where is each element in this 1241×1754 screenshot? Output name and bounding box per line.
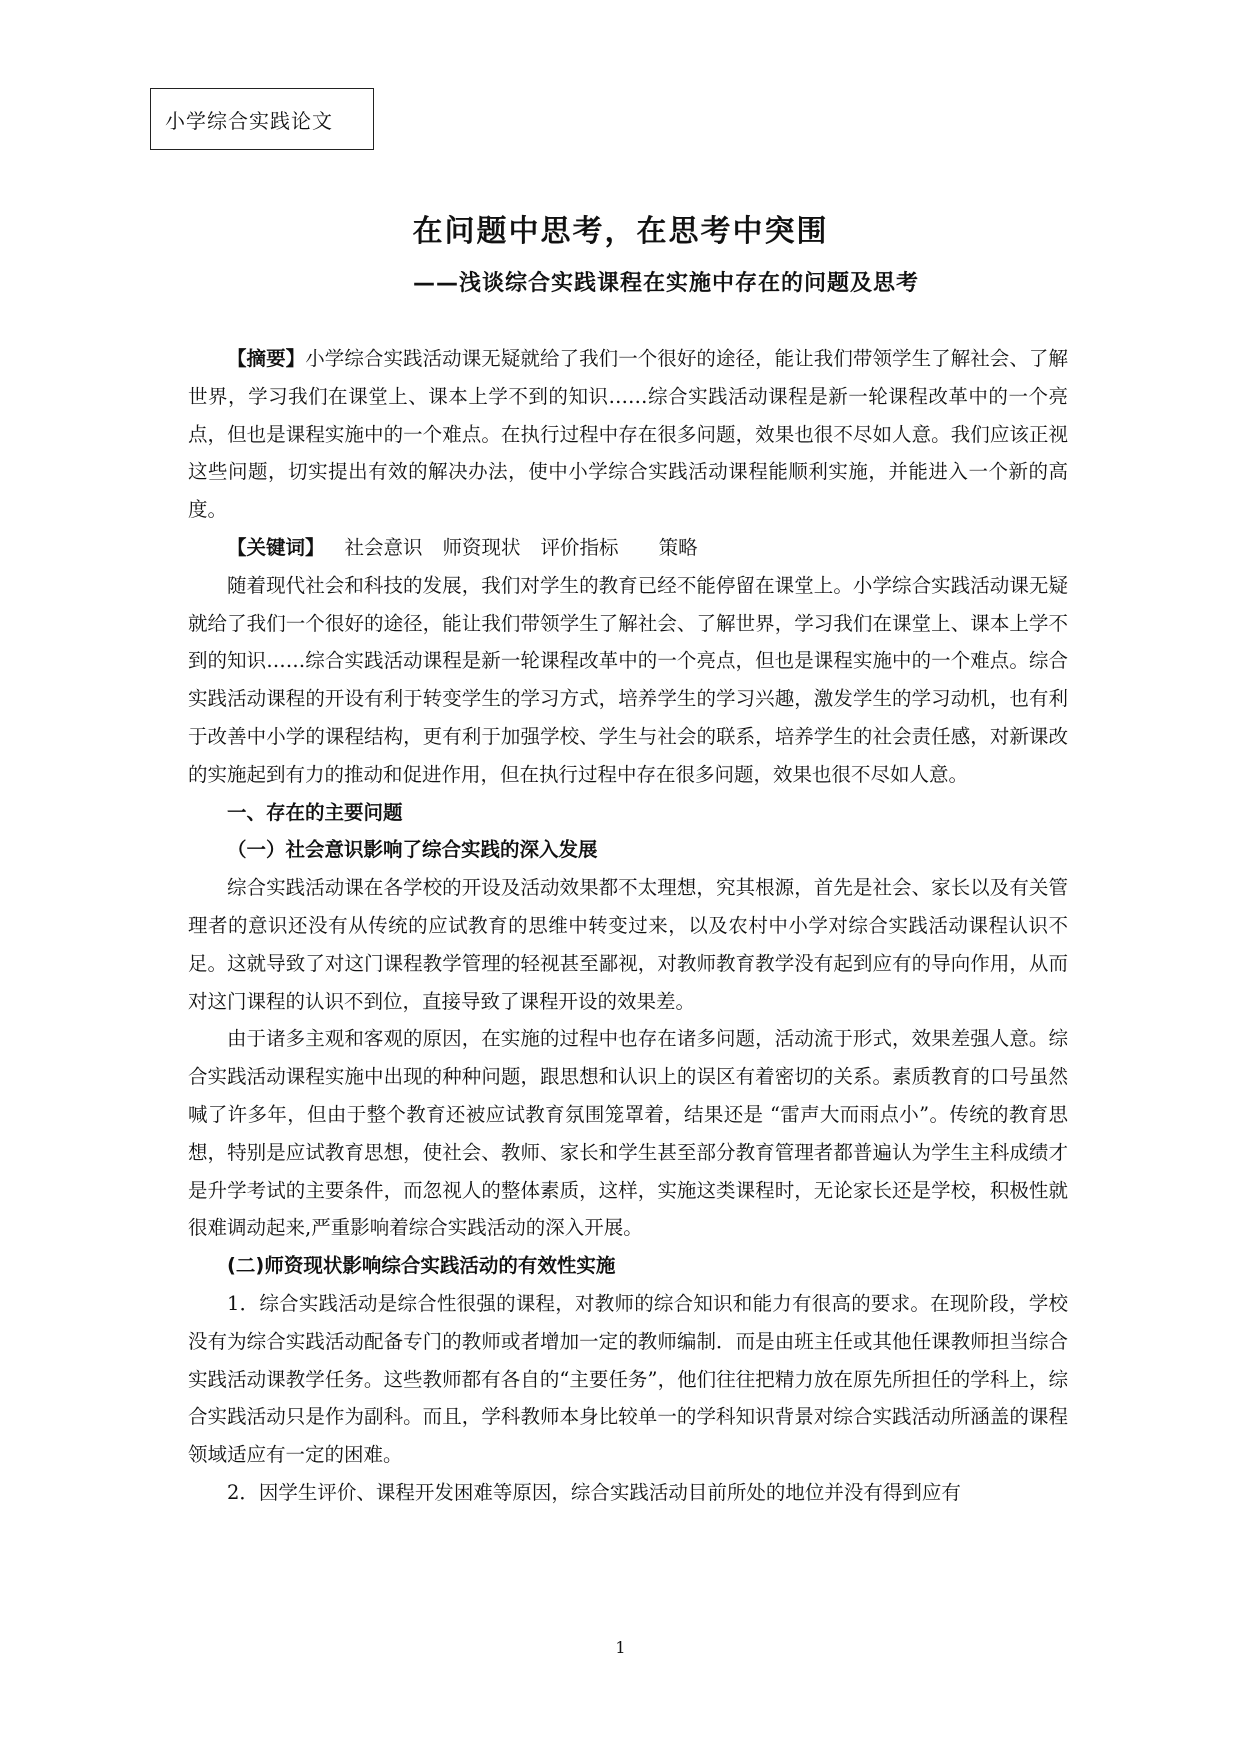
body-paragraph: 综合实践活动课在各学校的开设及活动效果都不太理想，究其根源，首先是社会、家长以及有关管理者的意识还没有从传统的应试教育的思维中转变过来，以及农村中小学对综合实践活动课程认识不足。这就导致了对这门课程教学管理的轻视甚至鄙视，对教师教育教学没有起到应有的导向作用，从而对这门课程的认识不到位，直接导致了课程开设的效果差。 [188,876,1068,1013]
keyword-item: 师资现状 [442,535,521,559]
keyword-item: 策略 [658,535,698,559]
keyword-item: 社会意识 [344,535,423,559]
abstract-text: 小学综合实践活动课无疑就给了我们一个很好的途径，能让我们带领学生了解社会、了解世界，学习我们在课堂上、课本上学不到的知识……综合实践活动课程是新一轮课程改革中的一个亮点，但也是课程实施中的一个难点。在执行过程中存在很多问题，效果也很不尽如人意。我们应该正视这些问题，切实提出有效的解决办法，使中小学综合实践活动课程能顺利实施，并能进入一个新的高度。 [188,347,1068,522]
page-number: 1 [615,1638,626,1657]
abstract-paragraph [188,340,1068,529]
keyword-item: 评价指标 [540,535,619,559]
keywords-paragraph [188,529,1068,567]
subsection-heading: （一）社会意识影响了综合实践的深入发展 [227,838,598,862]
subsection-heading: (二)师资现状影响综合实践活动的有效性实施 [227,1254,616,1278]
section-heading: 一、存在的主要问题 [227,800,403,824]
intro-paragraph: 随着现代社会和科技的发展，我们对学生的教育已经不能停留在课堂上。小学综合实践活动课无疑就给了我们一个很好的途径，能让我们带领学生了解社会、了解世界，学习我们在课堂上、课本上学不到的知识……综合实践活动课程是新一轮课程改革中的一个亮点，但也是课程实施中的一个难点。综合实践活动课程的开设有利于转变学生的学习方式，培养学生的学习兴趣，激发学生的学习动机，也有利于改善中小学的课程结构，更有利于加强学校、学生与社会的联系，培养学生的社会责任感，对新课改的实施起到有力的推动和促进作用，但在执行过程中存在很多问题，效果也很不尽如人意。 [188,573,1068,786]
keywords-label: 【关键词】 [227,535,325,559]
paper-title: 在问题中思考，在思考中突围 [412,214,829,249]
paper-subtitle: ——浅谈综合实践课程在实施中存在的问题及思考 [413,271,920,296]
body-paragraph: 1．综合实践活动是综合性很强的课程，对教师的综合知识和能力有很高的要求。在现阶段，学校没有为综合实践活动配备专门的教师或者增加一定的教师编制．而是由班主任或其他任课教师担当综合实践活动课教学任务。这些教师都有各自的“主要任务”，他们往往把精力放在原先所担任的学科上，综合实践活动只是作为副科。而且，学科教师本身比较单一的学科知识背景对综合实践活动所涵盖的课程领域适应有一定的困难。 [188,1291,1068,1467]
abstract-label: 【摘要】 [227,347,306,370]
paper-body [188,340,1068,1512]
body-paragraph: 2．因学生评价、课程开发困难等原因，综合实践活动目前所处的地位并没有得到应有 [227,1480,961,1504]
body-paragraph: 由于诸多主观和客观的原因，在实施的过程中也存在诸多问题，活动流于形式，效果差强人意。综合实践活动课程实施中出现的种种问题，跟思想和认识上的误区有着密切的关系。素质教育的口号虽然喊了许多年，但由于整个教育还被应试教育氛围笼罩着，结果还是 “雷声大而雨点小”。传统的教育思想，特别是应试教育思想，使社会、教师、家长和学生甚至部分教育管理者都普遍认为学生主科成绩才是升学考试的主要条件，而忽视人的整体素质，这样，实施这类课程时，无论家长还是学校，积极性就很难调动起来,严重影响着综合实践活动的深入开展。 [188,1027,1068,1240]
category-box: 小学综合实践论文 [150,88,374,150]
